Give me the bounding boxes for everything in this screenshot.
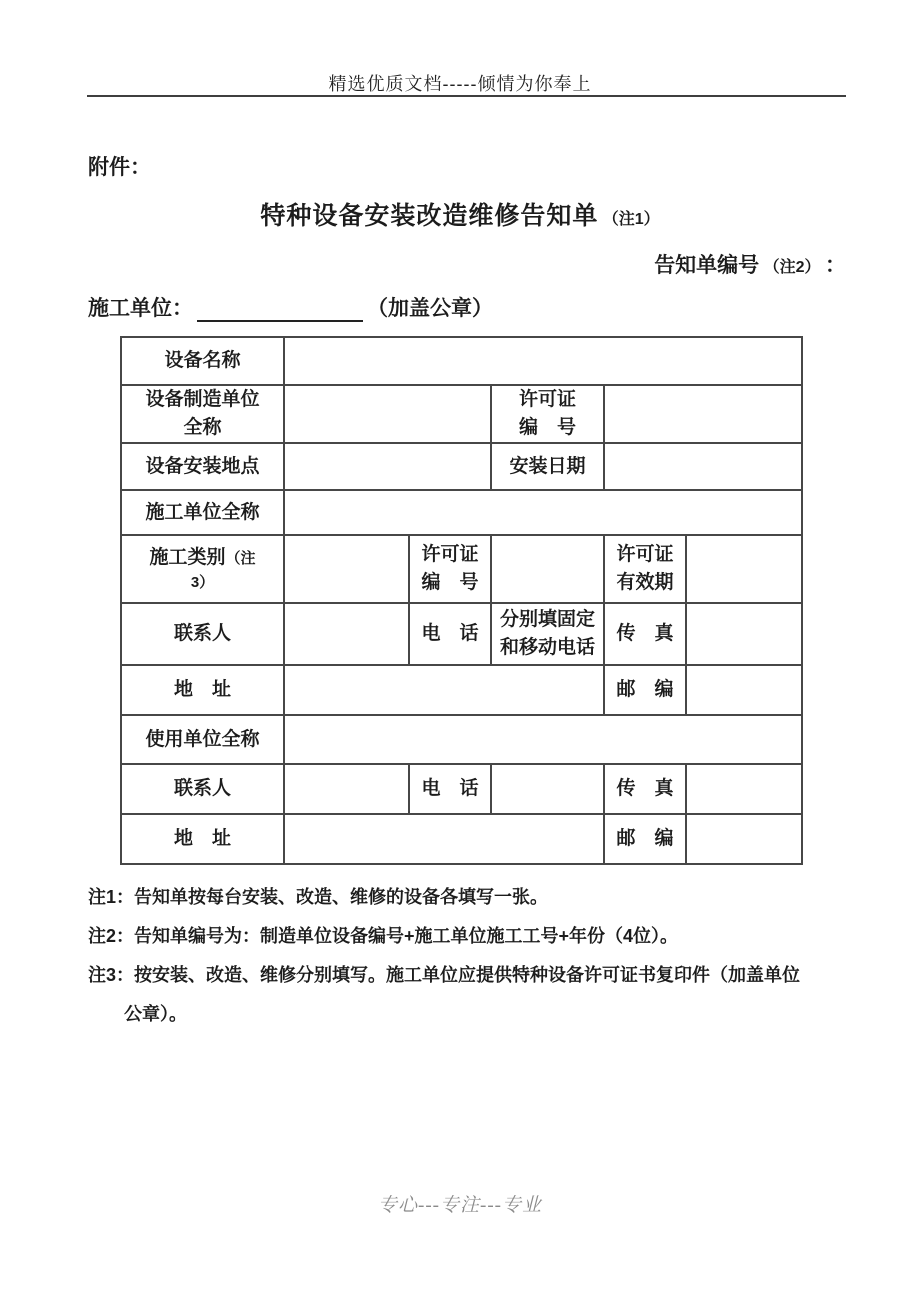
table-row [121, 715, 802, 764]
row-label-construction-unit-name: 施工单位全称 [121, 490, 284, 535]
header-divider [87, 95, 846, 97]
construction-license-label-line1: 许可证 [421, 544, 479, 566]
note-3: 注3：按安装、改造、维修分别填写。施工单位应提供特种设备许可证书复印件（加盖单位公章）。 [88, 965, 801, 1024]
note-2: 注2：告知单编号为：制造单位设备编号+施工单位施工工号+年份（4位）。 [88, 926, 679, 946]
table-row [121, 385, 802, 443]
cell-user-fax-input[interactable] [686, 764, 802, 814]
cell-phone-hint [491, 603, 604, 665]
row-label-license-number [491, 385, 604, 443]
note-1: 注1：告知单按每台安装、改造、维修的设备各填写一张。 [88, 887, 549, 907]
notes-block [88, 878, 803, 1034]
table-row [121, 535, 802, 603]
construction-unit-line [88, 292, 493, 322]
table-row [121, 603, 802, 665]
table-row [121, 764, 802, 814]
cell-construction-unit-name-input[interactable] [284, 490, 802, 535]
row-label-user-zip: 邮 编 [604, 814, 686, 864]
table-row [121, 337, 802, 385]
cell-license-number-input[interactable] [604, 385, 802, 443]
cell-user-zip-input[interactable] [686, 814, 802, 864]
cell-user-phone-input[interactable] [491, 764, 604, 814]
row-label-phone: 电 话 [409, 603, 491, 665]
row-label-user-unit-name: 使用单位全称 [121, 715, 284, 764]
row-label-construction-type [121, 535, 284, 603]
cell-install-location-input[interactable] [284, 443, 491, 490]
attachment-label: 附件： [88, 156, 151, 179]
page-header-slogan: 精选优质文档-----倾情为你奉上 [328, 74, 592, 94]
cell-user-contact-person-input[interactable] [284, 764, 409, 814]
doc-number-colon: ： [825, 254, 846, 277]
page-footer-slogan: 专心---专注---专业 [378, 1195, 542, 1216]
seal-note: （加盖公章） [367, 297, 493, 320]
row-label-zip: 邮 编 [604, 665, 686, 715]
construction-type-label: 施工类别 [149, 547, 226, 569]
cell-address-input[interactable] [284, 665, 604, 715]
manufacturer-label-line2: 全称 [183, 417, 222, 438]
cell-contact-person-input[interactable] [284, 603, 409, 665]
row-label-user-fax: 传 真 [604, 764, 686, 814]
row-label-device-name: 设备名称 [121, 337, 284, 385]
cell-manufacturer-input[interactable] [284, 385, 491, 443]
license-number-label-line2: 编 号 [518, 417, 576, 438]
table-row [121, 490, 802, 535]
cell-fax-input[interactable] [686, 603, 802, 665]
table-row [121, 665, 802, 715]
construction-type-note-close: 3） [190, 573, 215, 591]
row-label-install-date: 安装日期 [491, 443, 604, 490]
cell-user-unit-name-input[interactable] [284, 715, 802, 764]
row-label-fax: 传 真 [604, 603, 686, 665]
table-row [121, 443, 802, 490]
cell-zip-input[interactable] [686, 665, 802, 715]
cell-construction-type-input[interactable] [284, 535, 409, 603]
license-validity-label-line2: 有效期 [616, 572, 674, 593]
manufacturer-label-line1: 设备制造单位 [145, 389, 260, 411]
row-label-user-phone: 电 话 [409, 764, 491, 814]
cell-device-name-input[interactable] [284, 337, 802, 385]
cell-user-address-input[interactable] [284, 814, 604, 864]
construction-unit-label: 施工单位： [88, 297, 193, 320]
row-label-address: 地 址 [121, 665, 284, 715]
license-validity-label-line1: 许可证 [616, 544, 674, 566]
cell-license-validity-input[interactable] [686, 535, 802, 603]
row-label-manufacturer [121, 385, 284, 443]
row-label-construction-license-number [409, 535, 491, 603]
doc-number-line [0, 249, 846, 279]
construction-type-note-open: （注 [225, 550, 256, 568]
phone-hint-line1: 分别填固定 [499, 609, 595, 631]
title-note-ref: （注1） [602, 211, 660, 228]
license-number-label-line1: 许可证 [518, 389, 576, 411]
doc-number-label: 告知单编号 [654, 254, 760, 277]
form-title: 特种设备安装改造维修告知单 [260, 202, 599, 230]
doc-number-note-ref: （注2） [763, 259, 821, 276]
cell-install-date-input[interactable] [604, 443, 802, 490]
row-label-contact-person: 联系人 [121, 603, 284, 665]
cell-construction-license-number-input[interactable] [491, 535, 604, 603]
row-label-user-address: 地 址 [121, 814, 284, 864]
row-label-install-location: 设备安装地点 [121, 443, 284, 490]
construction-unit-blank[interactable] [197, 296, 363, 322]
construction-license-label-line2: 编 号 [421, 572, 479, 593]
form-title-line [0, 196, 920, 232]
row-label-license-validity [604, 535, 686, 603]
row-label-user-contact-person: 联系人 [121, 764, 284, 814]
phone-hint-line2: 和移动电话 [499, 637, 595, 658]
table-row [121, 814, 802, 864]
form-table [120, 336, 803, 865]
